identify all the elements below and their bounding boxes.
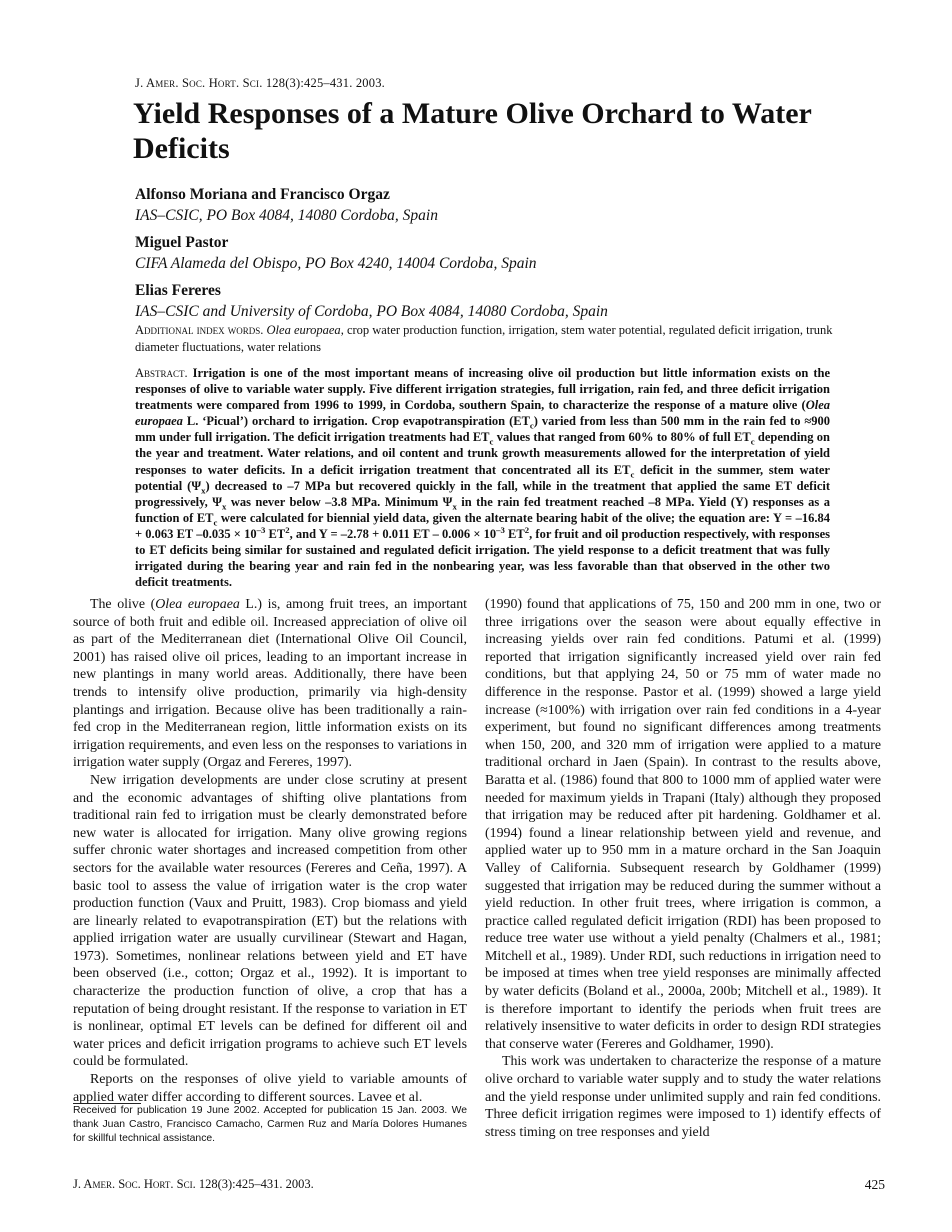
- abstract-text: were calculated for biennial yield data, given the alternate bearing habit of the olive; the equation are: Y = –16.84 + 0.063 ET –0.035 × 10: [135, 510, 831, 541]
- body-text: L.) is, among fruit trees, an important source of both fruit and edible oil. Increased appreciation of olive oil as part of the Mediterranean diet (International Olive Oil Council, 2001) has raised olive oil prices, leading to an important increase in new plantings in many world areas. Additionally, there have been trends to intensify olive production, primarily via high-density plantings and irrigation. Because olive has been traditionally a rain-fed crop in the Mediterranean region, little information exists on its irrigation requirements, and even less on the responses to variations in irrigation water supply (Orgaz and Fereres, 1997).: [73, 597, 467, 771]
- journal-citation: J. Amer. Soc. Hort. Sci. 128(3):425–431. 2003.: [135, 76, 385, 90]
- subscript: x: [201, 485, 206, 496]
- author-affiliation: IAS–CSIC and University of Cordoba, PO Box 4084, 14080 Cordoba, Spain: [135, 303, 608, 320]
- body-species: Olea europaea: [155, 597, 240, 612]
- superscript: 2: [524, 524, 530, 535]
- index-words-text: , crop water production function, irrigation, stem water potential, regulated deficit irrigation, trunk diameter fluctuations, water relations: [135, 323, 833, 354]
- subscript: x: [452, 501, 457, 512]
- body-paragraph: New irrigation developments are under close scrutiny at present and the economic advantages of shifting olive plantations from traditional rain fed to irrigation must be clearly demonstrated before new water is allocated for irrigation. Many olive growing regions suffer chronic water shortages and increased competition from other sectors for the available water resources (Fereres and Ceña, 1997). A basic tool to assess the value of irrigation water is the crop water production function (Vaux and Pruitt, 1983). Crop biomass and yield are linearly related to evapotranspiration (ET) but the relations with applied irrigation water are usually curvilinear (Stewart and Hagan, 1973). Sometimes, nonlinear relations between yield and ET have been observed (i.e., cotton; Orgaz et al., 1992). It is important to characterize the production function of olive, a crop that has a reputation of being drought resistant. If the response to variation in ET is nonlinear, optimal ET levels can be defined for different oil and water prices and deficit irrigation programs to achieve such ET levels could be formulated.: [73, 772, 467, 1070]
- author-name: Miguel Pastor: [135, 234, 229, 251]
- abstract-text: was never below –3.8 MPa. Minimum Ψ: [226, 494, 453, 509]
- superscript: –3: [256, 524, 266, 535]
- author-name: Alfonso Moriana and Francisco Orgaz: [135, 186, 390, 203]
- abstract-text: , and Y = –2.78 + 0.011 ET – 0.006 × 10: [289, 526, 497, 541]
- index-words-species: Olea europaea: [266, 323, 341, 337]
- body-paragraph: (1990) found that applications of 75, 150 and 200 mm in one, two or three irrigations over the season were about equally effective in increasing yields over rain fed conditions. Patumi et al. (1999) reported that irrigation significantly increased yield over rain fed conditions, but that applying 24, 50 or 75 mm of water made no difference in the response. Pastor et al. (1999) showed a large yield increase (≈100%) with irrigation over rain fed conditions in a 4-year experiment, but found no significant differences among treatments when 150, 200, and 320 mm of irrigation were applied to a mature traditional orchard in Jaen (Spain). In contrast to the results above, Baratta et al. (1986) found that 800 to 1000 mm of applied water were needed for maximum yields in Trapani (Italy) although they proposed that irrigation may be reduced after pit hardening. Goldhamer et al. (1994) found a linear relationship between yield and revenue, and applied water up to 950 mm in a mature orchard in the San Joaquin Valley of California. Subsequent research by Goldhamer (1999) suggested that irrigation may be reduced during the summer without a yield reduction. In other fruit trees, where irrigation is common, a practice called regulated deficit irrigation (RDI) has been proposed to reduce tree water use without a yield penalty (Chalmers et al., 1981; Mitchell et al., 1989). Under RDI, such reductions in irrigation need to be imposed at times when tree yield responses are minimally affected by water deficits (Boland et al., 2000a, 200b; Mitchell et al., 1989). It is therefore important to identify the periods when fruit trees are relatively insensitive to water deficits in order to design RDI strategies that conserve water (Fereres and Goldhamer, 1990).: [485, 597, 881, 1052]
- subscript: x: [222, 501, 227, 512]
- abstract-text: L. ‘Picual’) orchard to irrigation. Crop evapotranspiration (ET: [182, 414, 530, 429]
- index-words-label: Additional index words.: [135, 323, 264, 337]
- superscript: 2: [285, 524, 290, 535]
- page-number: 425: [864, 1177, 885, 1192]
- abstract-text: ) decreased to –7 MPa but recovered quickly in the fall, while in the treatment that applied the same ET deficit progressively, Ψ: [135, 478, 831, 509]
- index-words: [135, 322, 835, 356]
- body-paragraph: This work was undertaken to characterize the response of a mature olive orchard to variable water supply and to study the water relations and the yield response under unlimited supply and rain fed conditions. Three deficit irrigation regimes were imposed to 1) identify effects of stress timing on tree responses and yield: [485, 1054, 881, 1140]
- abstract-text: , for fruit and oil production respectively, with responses to ET deficits being similar for sustained and regulated deficit irrigation. The yield response to a deficit treatment that was fully irrigated during the bearing year and rain fed in the nonbearing year, was less favorable than that observed in the other two deficit treatments.: [135, 526, 830, 590]
- abstract-text: deficit in the summer, stem water potential (Ψ: [135, 462, 830, 493]
- subscript: c: [630, 469, 635, 480]
- abstract-text: depending on the year and treatment. Water relations, and oil content and trunk growth measurements allowed for the interpretation of yield responses to water deficits. In a deficit irrigation treatment that concentrated all its ET: [135, 430, 831, 477]
- abstract-text: ET: [504, 526, 525, 541]
- body-column-right: [485, 596, 881, 1141]
- subscript: c: [213, 517, 218, 528]
- footnote: Received for publication 19 June 2002. Accepted for publication 15 Jan. 2003. We thank Juan Castro, Francisco Camacho, Carmen Ruz and María Dolores Humanes for skillful technical assistance.: [73, 1105, 467, 1145]
- abstract: [135, 365, 830, 590]
- subscript: c: [529, 420, 534, 431]
- subscript: c: [489, 436, 494, 447]
- abstract-text: ET: [265, 526, 286, 541]
- body-paragraph: [73, 596, 467, 772]
- body-column-left: [73, 596, 467, 1106]
- abstract-label: Abstract.: [135, 366, 188, 380]
- subscript: c: [750, 436, 755, 447]
- author-affiliation: IAS–CSIC, PO Box 4084, 14080 Cordoba, Spain: [135, 207, 438, 224]
- superscript: –3: [496, 524, 505, 535]
- body-paragraph: Reports on the responses of olive yield to variable amounts of applied water differ according to different sources. Lavee et al.: [73, 1072, 467, 1105]
- author-name: Elias Fereres: [135, 282, 221, 299]
- author-block: [135, 184, 835, 328]
- body-text: The olive (: [90, 597, 156, 612]
- abstract-species: Olea europaea: [135, 398, 830, 429]
- abstract-text: in the rain fed treatment reached –8 MPa. Yield (Y) responses as a function of ET: [135, 494, 830, 525]
- footer-journal-citation: J. Amer. Soc. Hort. Sci. 128(3):425–431. 2003.: [73, 1177, 314, 1191]
- author-affiliation: CIFA Alameda del Obispo, PO Box 4240, 14004 Cordoba, Spain: [135, 255, 537, 272]
- abstract-text: values that ranged from 60% to 80% of full ET: [493, 430, 751, 445]
- abstract-text: ) varied from less than 500 mm in the rain fed to ≈900 mm under full irrigation. The deficit irrigation treatments had ET: [135, 414, 830, 445]
- abstract-text: Irrigation is one of the most important means of increasing olive oil production but little information exists on the responses of olive to variable water supply. Five different irrigation strategies, full irrigation, rain fed, and three deficit irrigation treatments were compared from 1996 to 1999, in Cordoba, southern Spain, to characterize the response of a mature olive (: [135, 366, 831, 413]
- article-title: Yield Responses of a Mature Olive Orchard to Water Deficits: [133, 97, 812, 165]
